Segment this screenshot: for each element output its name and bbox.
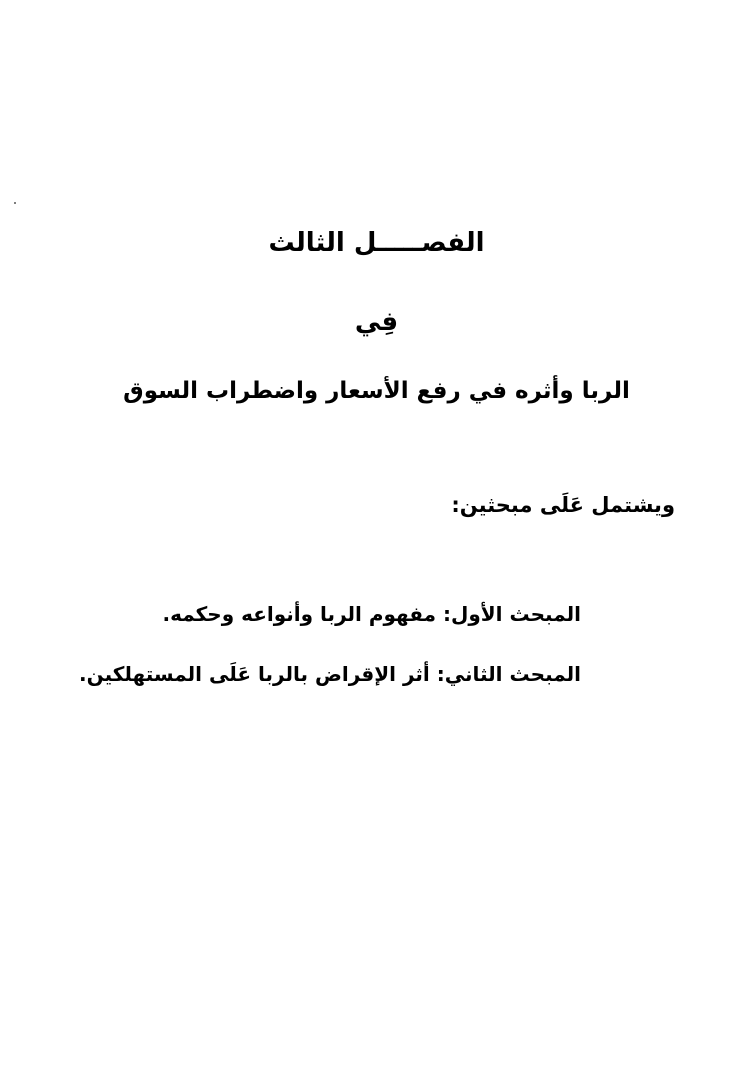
chapter-subject: الربا وأثره في رفع الأسعار واضطراب السوق	[123, 378, 630, 404]
chapter-preposition: فِي	[354, 307, 399, 337]
section-item-1: المبحث الأول: مفهوم الربا وأنواعه وحكمه.	[162, 602, 581, 626]
chapter-title: الفصـــــل الثالث	[268, 228, 485, 258]
section-item-2: المبحث الثاني: أثر الإقراض بالربا عَلَى المستهلكين.	[78, 662, 581, 686]
sections-intro: ويشتمل عَلَى مبحثين:	[451, 493, 675, 517]
scan-speck	[14, 202, 16, 204]
